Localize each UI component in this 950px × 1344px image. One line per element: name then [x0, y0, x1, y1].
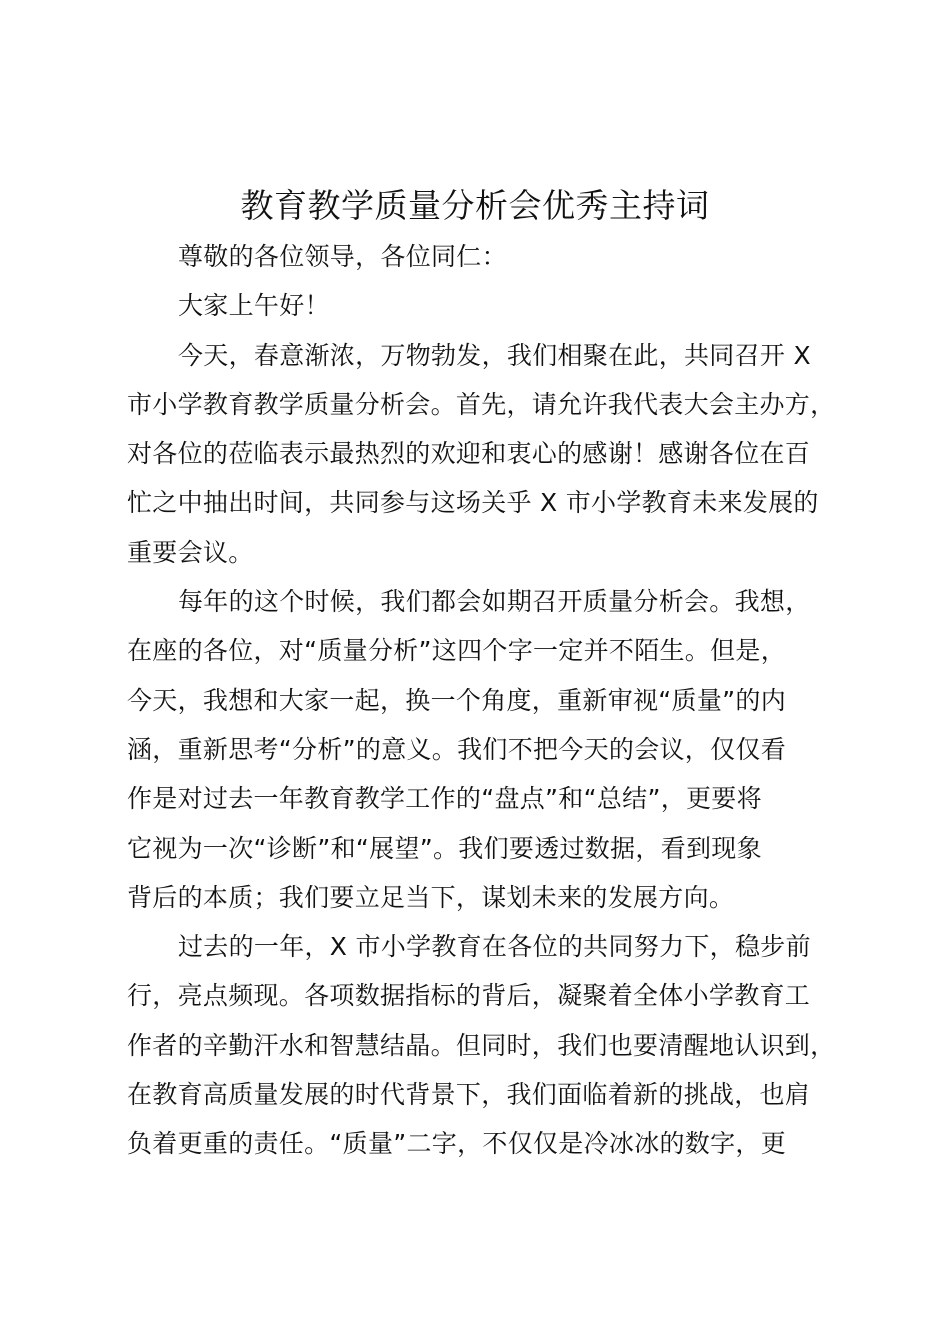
text-line: 涵，重新思考“分析”的意义。我们不把今天的会议，仅仅看: [127, 734, 787, 764]
text-line: 负着更重的责任。“质量”二字，不仅仅是冷冰冰的数字，更: [127, 1129, 787, 1159]
text-line: 尊敬的各位领导，各位同仁：: [178, 242, 507, 271]
text-line: 背后的本质；我们要立足当下，谋划未来的发展方向。: [127, 882, 735, 912]
text-line: 市小学教育教学质量分析会。首先，请允许我代表大会主办方，: [127, 389, 836, 419]
text-line: 它视为一次“诊断”和“展望”。我们要透过数据，看到现象: [127, 833, 762, 863]
document-body: [127, 232, 836, 1169]
text-line: 作是对过去一年教育教学工作的“盘点”和“总结”，更要将: [127, 784, 762, 814]
text-line: 过去的一年，X 市小学教育在各位的共同努力下，稳步前: [178, 932, 811, 962]
text-line: 今天，春意渐浓，万物勃发，我们相聚在此，共同召开 X: [178, 340, 811, 370]
text-line: 行，亮点频现。各项数据指标的背后，凝聚着全体小学教育工: [127, 981, 811, 1011]
text-line: 今天，我想和大家一起，换一个角度，重新审视“质量”的内: [127, 685, 787, 715]
text-line: 作者的辛勤汗水和智慧结晶。但同时，我们也要清醒地认识到，: [127, 1030, 836, 1060]
document-title: 教育教学质量分析会优秀主持词: [240, 186, 710, 225]
text-line: 对各位的莅临表示最热烈的欢迎和衷心的感谢！感谢各位在百: [127, 439, 811, 469]
text-line: 大家上午好！: [178, 291, 330, 321]
text-line: 忙之中抽出时间，共同参与这场关乎 X 市小学教育未来发展的: [127, 488, 819, 518]
text-line: 每年的这个时候，我们都会如期召开质量分析会。我想，: [178, 587, 811, 617]
text-line: 在教育高质量发展的时代背景下，我们面临着新的挑战，也肩: [127, 1080, 811, 1110]
text-line: 重要会议。: [127, 537, 254, 567]
text-line: 在座的各位，对“质量分析”这四个字一定并不陌生。但是，: [127, 636, 787, 666]
